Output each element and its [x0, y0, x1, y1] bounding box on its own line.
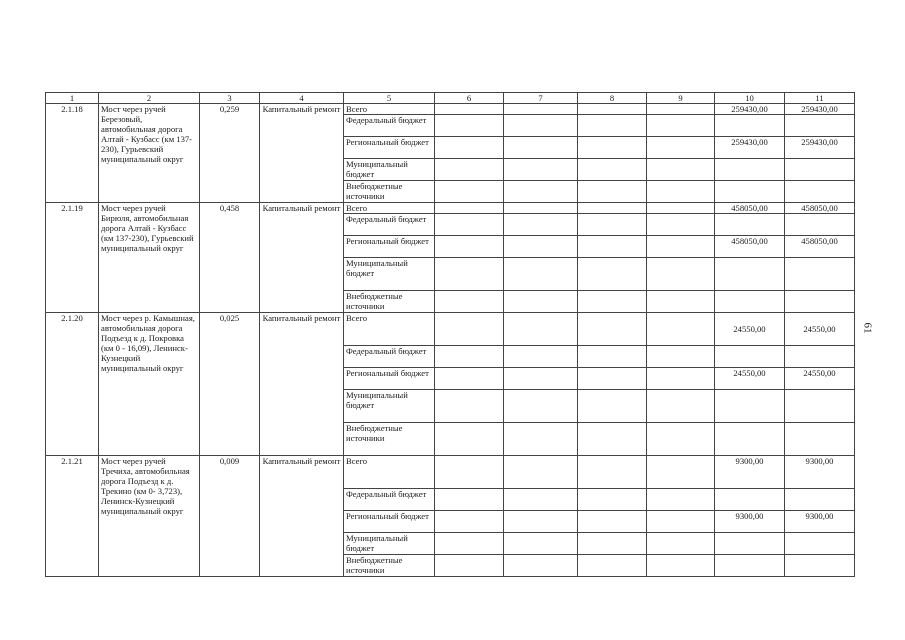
value-col10 — [715, 115, 785, 137]
column-header: 2 — [99, 93, 200, 104]
funding-source: Всего — [344, 313, 435, 346]
value-cell — [504, 137, 578, 159]
work-type: Капитальный ремонт — [260, 203, 344, 313]
value-cell — [435, 159, 504, 181]
value-cell — [504, 203, 578, 214]
value-cell — [504, 236, 578, 258]
column-number-row — [46, 93, 855, 104]
budget-table — [45, 92, 855, 577]
value-cell — [504, 291, 578, 313]
object-name: Мост через ручей Тречиха, автомобильная дорога Подъезд к д. Трекино (км 0- 3,723), Ленинск-Кузнецкий муниципальный округ — [99, 456, 200, 577]
value-cell — [435, 423, 504, 456]
value-col10: 24550,00 — [715, 368, 785, 390]
value-cell — [578, 236, 647, 258]
value-cell — [647, 313, 715, 346]
value-cell — [647, 346, 715, 368]
column-header: 6 — [435, 93, 504, 104]
value-col11 — [785, 390, 855, 423]
funding-source: Муниципальный бюджет — [344, 258, 435, 291]
funding-source: Муниципальный бюджет — [344, 159, 435, 181]
value-cell — [504, 214, 578, 236]
funding-source: Региональный бюджет — [344, 511, 435, 533]
value-cell — [504, 456, 578, 489]
value-col10: 9300,00 — [715, 456, 785, 489]
funding-source: Внебюджетные источники — [344, 423, 435, 456]
value-cell — [435, 489, 504, 511]
funding-source: Федеральный бюджет — [344, 115, 435, 137]
value-cell — [647, 390, 715, 423]
value-cell — [578, 214, 647, 236]
value-cell — [504, 115, 578, 137]
value-cell — [435, 236, 504, 258]
value-col10 — [715, 390, 785, 423]
value-col11 — [785, 115, 855, 137]
value-cell — [435, 181, 504, 203]
value-col11 — [785, 181, 855, 203]
value-cell — [647, 291, 715, 313]
column-header: 5 — [344, 93, 435, 104]
funding-source: Всего — [344, 104, 435, 115]
column-header: 7 — [504, 93, 578, 104]
value-col11 — [785, 423, 855, 456]
object-name: Мост через р. Камышная, автомобильная дорога Подъезд к д. Покровка (км 0 - 16,09), Ленинск-Кузнецкий муниципальный округ — [99, 313, 200, 456]
value-cell — [578, 258, 647, 291]
value-cell — [578, 115, 647, 137]
value-cell — [578, 423, 647, 456]
value-cell — [504, 555, 578, 577]
value-col11: 259430,00 — [785, 104, 855, 115]
funding-source: Муниципальный бюджет — [344, 533, 435, 555]
value-col11: 9300,00 — [785, 511, 855, 533]
funding-source: Внебюджетные источники — [344, 291, 435, 313]
value-cell — [504, 511, 578, 533]
value-cell — [578, 489, 647, 511]
value-cell — [647, 137, 715, 159]
funding-source: Региональный бюджет — [344, 368, 435, 390]
value-cell — [504, 533, 578, 555]
table-row — [46, 456, 855, 489]
funding-source: Федеральный бюджет — [344, 346, 435, 368]
value-cell — [647, 511, 715, 533]
value-cell — [504, 390, 578, 423]
value-cell — [578, 511, 647, 533]
value-col11 — [785, 489, 855, 511]
value-col11 — [785, 214, 855, 236]
value-col10 — [715, 346, 785, 368]
value-cell — [435, 456, 504, 489]
value-cell — [435, 258, 504, 291]
object-code: 2.1.21 — [46, 456, 99, 577]
value-cell — [647, 203, 715, 214]
value-col10: 9300,00 — [715, 511, 785, 533]
value-col10 — [715, 159, 785, 181]
value-cell — [504, 313, 578, 346]
value-col10 — [715, 555, 785, 577]
work-type: Капитальный ремонт — [260, 104, 344, 203]
value-cell — [578, 203, 647, 214]
value-col10: 458050,00 — [715, 236, 785, 258]
funding-source: Муниципальный бюджет — [344, 390, 435, 423]
object-name: Мост через ручей Березовый, автомобильная дорога Алтай - Кузбасс (км 137- 230), Гурьевский муниципальный округ — [99, 104, 200, 203]
value-cell — [504, 346, 578, 368]
value-cell — [435, 346, 504, 368]
value-cell — [504, 104, 578, 115]
value-cell — [578, 313, 647, 346]
value-cell — [647, 181, 715, 203]
value-col11: 24550,00 — [785, 313, 855, 346]
value-cell — [504, 159, 578, 181]
value-col10: 259430,00 — [715, 104, 785, 115]
funding-source: Всего — [344, 203, 435, 214]
value-col10 — [715, 258, 785, 291]
value-cell — [578, 346, 647, 368]
value-col10: 259430,00 — [715, 137, 785, 159]
value-col11: 259430,00 — [785, 137, 855, 159]
value-cell — [504, 181, 578, 203]
column-header: 9 — [647, 93, 715, 104]
table-row — [46, 104, 855, 115]
value-cell — [647, 159, 715, 181]
value-cell — [578, 533, 647, 555]
value-cell — [578, 291, 647, 313]
object-length: 0,259 — [200, 104, 260, 203]
value-cell — [647, 533, 715, 555]
value-col11 — [785, 346, 855, 368]
object-code: 2.1.18 — [46, 104, 99, 203]
value-col10: 24550,00 — [715, 313, 785, 346]
value-cell — [435, 511, 504, 533]
value-cell — [647, 456, 715, 489]
page-number: 61 — [861, 322, 874, 334]
value-cell — [578, 555, 647, 577]
value-cell — [647, 258, 715, 291]
value-cell — [647, 115, 715, 137]
value-col11: 458050,00 — [785, 203, 855, 214]
value-cell — [435, 555, 504, 577]
column-header: 3 — [200, 93, 260, 104]
value-cell — [435, 115, 504, 137]
value-cell — [647, 489, 715, 511]
column-header: 4 — [260, 93, 344, 104]
value-cell — [435, 214, 504, 236]
value-col10 — [715, 533, 785, 555]
value-cell — [578, 137, 647, 159]
value-cell — [435, 291, 504, 313]
value-col10 — [715, 181, 785, 203]
value-cell — [578, 104, 647, 115]
work-type: Капитальный ремонт — [260, 313, 344, 456]
column-header: 1 — [46, 93, 99, 104]
value-col10 — [715, 489, 785, 511]
value-cell — [435, 203, 504, 214]
value-cell — [504, 258, 578, 291]
value-cell — [647, 236, 715, 258]
value-cell — [647, 423, 715, 456]
funding-source: Федеральный бюджет — [344, 489, 435, 511]
object-code: 2.1.20 — [46, 313, 99, 456]
value-cell — [435, 313, 504, 346]
funding-source: Региональный бюджет — [344, 137, 435, 159]
value-col11 — [785, 555, 855, 577]
value-cell — [578, 456, 647, 489]
value-cell — [504, 489, 578, 511]
column-header: 8 — [578, 93, 647, 104]
object-length: 0,458 — [200, 203, 260, 313]
value-col11 — [785, 258, 855, 291]
funding-source: Региональный бюджет — [344, 236, 435, 258]
value-col10 — [715, 214, 785, 236]
column-header: 10 — [715, 93, 785, 104]
value-col10 — [715, 423, 785, 456]
value-cell — [647, 555, 715, 577]
table-row — [46, 313, 855, 346]
value-cell — [504, 423, 578, 456]
value-col10: 458050,00 — [715, 203, 785, 214]
value-col11: 24550,00 — [785, 368, 855, 390]
object-code: 2.1.19 — [46, 203, 99, 313]
value-cell — [435, 104, 504, 115]
value-cell — [435, 533, 504, 555]
budget-table-body — [46, 104, 855, 577]
value-cell — [578, 159, 647, 181]
value-cell — [578, 368, 647, 390]
object-length: 0,009 — [200, 456, 260, 577]
value-cell — [647, 214, 715, 236]
value-cell — [504, 368, 578, 390]
value-col11: 9300,00 — [785, 456, 855, 489]
funding-source: Внебюджетные источники — [344, 555, 435, 577]
value-col11 — [785, 291, 855, 313]
value-cell — [647, 104, 715, 115]
value-cell — [647, 368, 715, 390]
value-col11 — [785, 533, 855, 555]
object-name: Мост через ручей Бирюля, автомобильная дорога Алтай - Кузбасс (км 137-230), Гурьевский муниципальный округ — [99, 203, 200, 313]
value-cell — [578, 181, 647, 203]
funding-source: Федеральный бюджет — [344, 214, 435, 236]
object-length: 0,025 — [200, 313, 260, 456]
table-row — [46, 203, 855, 214]
funding-source: Внебюджетные источники — [344, 181, 435, 203]
column-header: 11 — [785, 93, 855, 104]
value-cell — [435, 137, 504, 159]
value-cell — [435, 390, 504, 423]
value-col11 — [785, 159, 855, 181]
funding-source: Всего — [344, 456, 435, 489]
work-type: Капитальный ремонт — [260, 456, 344, 577]
value-cell — [435, 368, 504, 390]
value-cell — [578, 390, 647, 423]
value-col11: 458050,00 — [785, 236, 855, 258]
value-col10 — [715, 291, 785, 313]
